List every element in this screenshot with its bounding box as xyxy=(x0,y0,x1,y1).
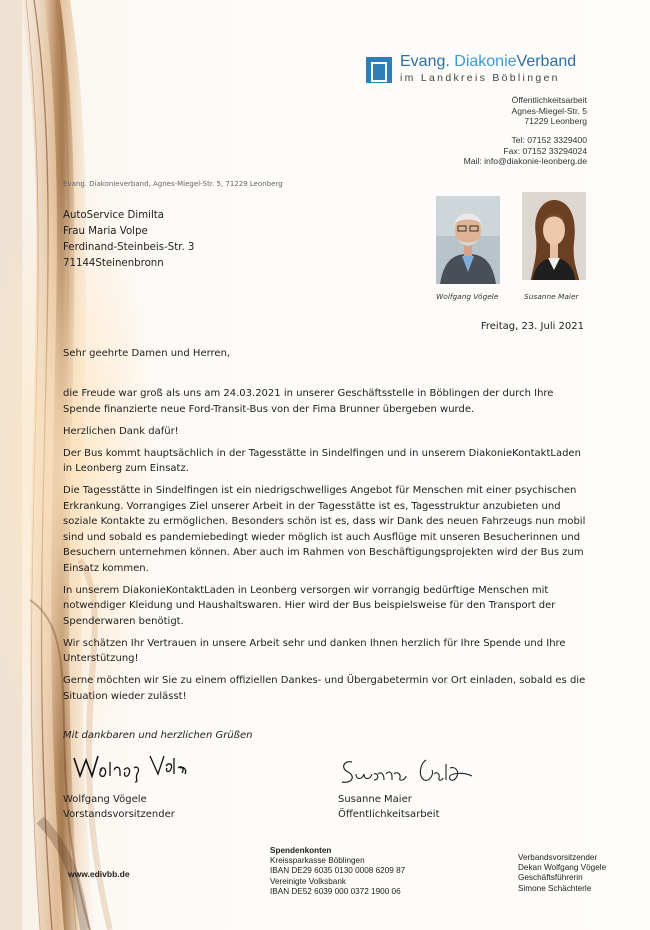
logo-subtitle: im Landkreis Böblingen xyxy=(400,72,560,84)
closing-phrase: Mit dankbaren und herzlichen Grüßen xyxy=(63,730,253,741)
contact-dept: Öffentlichkeitsarbeit xyxy=(511,95,587,105)
contact-mail[interactable]: Mail: info@diakonie-leonberg.de xyxy=(463,156,587,166)
recipient-line: Frau Maria Volpe xyxy=(63,226,148,237)
recipient-line: Ferdinand-Steinbeis-Str. 3 xyxy=(63,242,195,253)
body-paragraph: die Freude war groß als uns am 24.03.2021 in unserer Geschäftsstelle in Böblingen der durch Ihre Spende finanzierte neue Ford-Transit-Bus von der Fima Brunner übergeben wurde. xyxy=(63,388,554,415)
signer-name: Susanne Maier xyxy=(338,794,412,805)
board-line: Dekan Wolfgang Vögele xyxy=(518,863,607,873)
signer-susanne xyxy=(338,792,440,822)
donation-line: IBAN DE29 6035 0130 0008 6209 87 xyxy=(270,866,406,876)
salutation: Sehr geehrte Damen und Herren, xyxy=(63,348,231,359)
signer-role: Vorstandsvorsitzender xyxy=(63,809,175,820)
body-paragraph: Der Bus kommt hauptsächlich in der Tagesstätte in Sindelfingen und in unserem DiakonieKontaktLaden in Leonberg zum Einsatz. xyxy=(63,447,581,474)
board-line: Verbandsvorsitzender xyxy=(518,853,598,862)
signer-wolfgang xyxy=(63,792,175,822)
logo-mark-icon xyxy=(366,57,392,83)
donation-line: Vereinigte Volksbank xyxy=(270,876,347,886)
letter-body xyxy=(63,386,588,711)
photo-caption: Wolfgang Vögele xyxy=(436,292,499,301)
footer-donation-accounts xyxy=(270,846,405,897)
body-paragraph: Wir schätzen Ihr Vertrauen in unsere Arbeit sehr und danken Ihnen herzlich für Ihre Spende und Ihre Unterstützung! xyxy=(63,637,566,664)
recipient-line: AutoService Dimilta xyxy=(63,210,165,221)
body-paragraph: In unserem DiakonieKontaktLaden in Leonberg versorgen wir vorrangig bedürftige Menschen mit notwendiger Kleidung und Haushaltswaren. Hier wird der Bus beispielsweise für den Transport der Spenderwaren benötigt. xyxy=(63,584,556,627)
signature-susanne-maier xyxy=(338,756,488,788)
contact-phone-block xyxy=(464,135,587,167)
contact-tel: Tel: 07152 3329400 xyxy=(511,135,587,145)
signer-name: Wolfgang Vögele xyxy=(63,794,147,805)
signature-wolfgang-voegele xyxy=(70,748,190,784)
body-paragraph: Herzlichen Dank dafür! xyxy=(63,425,179,437)
footer-board xyxy=(518,853,606,894)
board-line: Geschäftsführerin xyxy=(518,873,583,883)
contact-address xyxy=(512,95,587,127)
contact-fax: Fax: 07152 33294024 xyxy=(503,145,587,156)
body-paragraph: Die Tagesstätte in Sindelfingen ist ein niedrigschwelliges Angebot für Menschen mit einer psychischen Erkrankung. Vorrangiges Ziel unserer Arbeit in der Tagesstätte ist es, Tagesstruktur anzubieten und soziale Kontakte zu ermöglichen. Besonders schön ist es, dass wir Dank des neuen Fahrzeugs nun mobil sind und sobald es pandemiebedingt wieder möglich ist auch Ausflüge mit unseren Besucherinnen und Besuchern unternehmen können. Aber auch im Rahmen von Beschäftigungsprojekten wird der Bus zum Einsatz kommen. xyxy=(63,485,586,574)
signer-role: Öffentlichkeitsarbeit xyxy=(338,809,440,820)
recipient-line: 71144Steinenbronn xyxy=(63,258,164,269)
board-line: Simone Schächterle xyxy=(518,883,592,893)
body-paragraph: Gerne möchten wir Sie zu einem offiziellen Dankes- und Übergabetermin vor Ort einladen, sobald es die Situation wieder zulässt! xyxy=(63,675,586,702)
contact-city: 71229 Leonberg xyxy=(524,116,587,126)
photo-susanne-maier xyxy=(522,192,586,280)
donation-line: IBAN DE52 6039 000 0372 1900 06 xyxy=(270,886,401,896)
donations-title: Spendenkonten xyxy=(270,846,332,855)
recipient-address xyxy=(63,208,194,272)
photo-caption: Susanne Maier xyxy=(524,292,579,301)
contact-street: Agnes-Miegel-Str. 5 xyxy=(511,105,587,116)
logo-name: Evang. DiakonieVerband xyxy=(400,53,577,70)
sender-line: Evang. Diakonieverband, Agnes-Miegel-Str. 5, 71229 Leonberg xyxy=(63,180,283,188)
footer-website[interactable]: www.edivbb.de xyxy=(68,869,130,879)
letter-date: Freitag, 23. Juli 2021 xyxy=(480,321,584,332)
donation-line: Kreissparkasse Böblingen xyxy=(270,856,365,866)
photo-wolfgang-voegele xyxy=(436,196,500,284)
